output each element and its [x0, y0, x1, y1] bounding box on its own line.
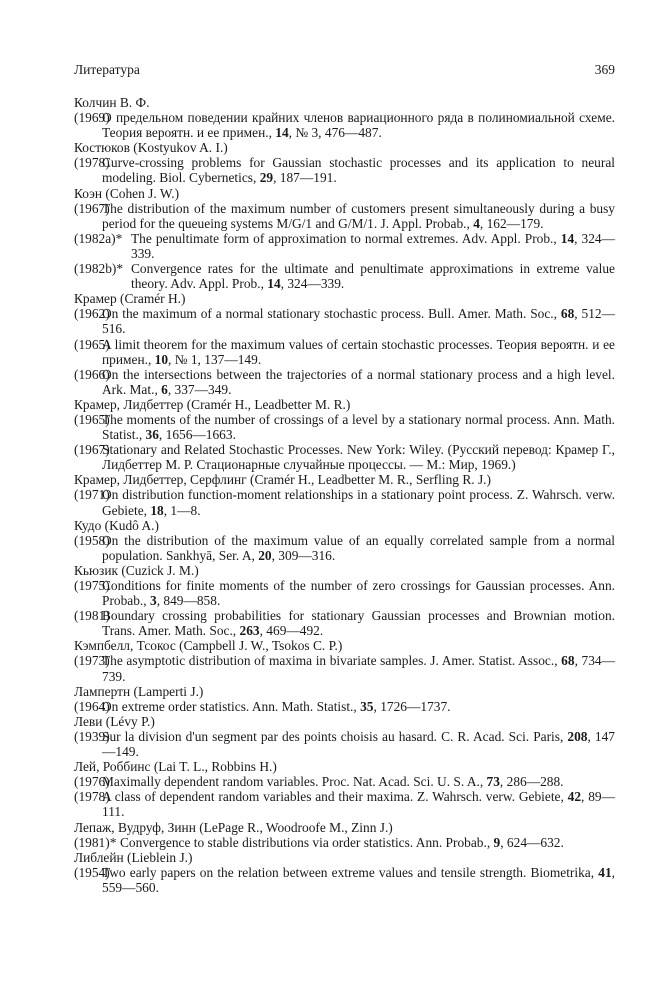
reference-author: Леви (Lévy P.) — [74, 713, 155, 729]
reference-pages: , 849—858. — [156, 593, 221, 609]
reference-year: (1964) — [74, 698, 110, 714]
reference-entry — [74, 487, 615, 517]
reference-text: On distribution function-moment relationships in a stationary point process. Z. Wahrsch. verw. Gebiete, — [102, 487, 615, 518]
reference-author: Лепаж, Вудруф, Зинн (LePage R., Woodroofe M., Zinn J.) — [74, 819, 393, 835]
reference-pages: , 187—191. — [273, 170, 337, 186]
reference-entry — [74, 729, 615, 759]
reference-author: Костюков (Kostyukov A. I.) — [74, 140, 228, 156]
reference-entry — [74, 789, 615, 819]
reference-entry — [74, 865, 615, 895]
reference-entry — [74, 155, 615, 185]
reference-entry — [74, 699, 615, 714]
reference-year: (1982a)* — [74, 230, 123, 246]
reference-pages: , 512—516. — [102, 306, 616, 337]
reference-author: Крамер (Cramér H.) — [74, 291, 186, 307]
reference-pages: , 734—739. — [102, 653, 616, 684]
reference-year: (1971) — [74, 487, 110, 503]
reference-pages: , 337—349. — [167, 381, 232, 397]
reference-text: The moments of the number of crossings of a level by a stationary normal process. Ann. Math. Statist., — [102, 411, 615, 443]
reference-pages: , 162—179. — [479, 215, 544, 231]
reference-entry — [74, 412, 615, 442]
reference-entry — [74, 608, 615, 638]
reference-author: Крамер, Лидбеттер (Cramér H., Leadbetter M. R.) — [74, 396, 351, 412]
reference-volume: 29 — [259, 170, 274, 186]
reference-text: The distribution of the maximum number of customers present simultaneously during a busy period for the queueing systems M/G/1 and G/M/1. J. Appl. Probab., — [102, 200, 615, 231]
reference-volume: 3 — [149, 593, 157, 609]
reference-entry — [74, 835, 615, 850]
reference-year: (1981)* — [74, 834, 117, 850]
reference-pages: , 147—149. — [102, 728, 615, 760]
reference-pages: , № 1, 137—149. — [168, 351, 262, 367]
reference-pages: , 1656—1663. — [158, 427, 236, 443]
reference-text: Sur la division d'un segment par des points choisis au hasard. C. R. Acad. Sci. Paris, — [102, 728, 568, 744]
reference-text: On the maximum of a normal stationary stochastic process. Bull. Amer. Math. Soc., — [102, 306, 561, 322]
reference-volume: 73 — [486, 774, 500, 790]
reference-text: A limit theorem for the maximum values of certain stochastic processes. Теория вероятн. и ее примен., — [102, 336, 615, 367]
reference-volume: 36 — [145, 427, 159, 443]
reference-volume: 18 — [150, 502, 164, 518]
running-title: Литература — [74, 62, 140, 77]
reference-volume: 10 — [154, 351, 169, 367]
reference-volume: 35 — [360, 698, 374, 714]
reference-volume: 68 — [561, 653, 575, 669]
reference-year: (1967) — [74, 442, 110, 458]
reference-text: О предельном поведении крайних членов вариационного ряда в полиномиальной схеме. Теория вероятн. и ее примен., — [102, 110, 615, 141]
reference-pages: , 1726—1737. — [373, 698, 451, 714]
reference-author: Коэн (Cohen J. W.) — [74, 185, 180, 201]
reference-text: The asymptotic distribution of maxima in bivariate samples. J. Amer. Statist. Assoc., — [102, 653, 562, 669]
reference-volume: 208 — [567, 728, 588, 744]
reference-pages: , 286—288. — [499, 774, 564, 790]
reference-volume: 14 — [275, 125, 289, 141]
reference-year: (1975) — [74, 578, 110, 593]
reference-author: Лей, Роббинс (Lai T. L., Robbins H.) — [74, 759, 277, 775]
reference-pages: , 624—632. — [500, 834, 564, 850]
reference-year: (1981) — [74, 608, 110, 624]
reference-text: Conditions for finite moments of the number of zero crossings for Gaussian processes. Ann. Probab., — [102, 578, 615, 609]
reference-pages: , № 3, 476—487. — [288, 125, 382, 141]
reference-year: (1978) — [74, 155, 110, 171]
reference-year: (1958) — [74, 532, 110, 548]
reference-entry — [74, 533, 615, 563]
reference-volume: 42 — [567, 789, 582, 805]
reference-text: Stationary and Related Stochastic Processes. New York: Wiley. (Русский перевод: Крамер Г., Лидбеттер М. Р. Стационарные случайные процессы. — М.: Мир, 1969.) — [102, 442, 615, 473]
page-number: 369 — [594, 62, 615, 77]
reference-entry — [74, 306, 615, 336]
reference-volume: 20 — [258, 547, 272, 563]
reference-volume: 6 — [161, 381, 168, 397]
reference-text: Maximally dependent random variables. Proc. Nat. Acad. Sci. U. S. A., — [102, 774, 487, 790]
reference-year: (1969) — [74, 110, 110, 126]
reference-author: Кудо (Kudô A.) — [74, 517, 159, 533]
reference-text: A class of dependent random variables and their maxima. Z. Wahrsch. verw. Gebiete, — [102, 789, 568, 805]
reference-text: Boundary crossing probabilities for stationary Gaussian processes and Brownian motion. Trans. Amer. Math. Soc., — [102, 608, 615, 639]
reference-text: The penultimate form of approximation to normal extremes. Adv. Appl. Prob., — [131, 230, 561, 246]
reference-author: Кэмпбелл, Тсокос (Campbell J. W., Tsokos C. P.) — [74, 638, 343, 654]
reference-text: Convergence to stable distributions via order statistics. Ann. Probab., — [120, 834, 494, 850]
reference-author: Лампертн (Lamperti J.) — [74, 683, 204, 699]
reference-pages: , 309—316. — [271, 547, 336, 563]
reference-author: Колчин В. Ф. — [74, 95, 150, 110]
reference-volume: 41 — [598, 864, 612, 880]
reference-entry — [74, 337, 615, 367]
reference-pages: , 469—492. — [259, 623, 324, 639]
reference-pages: , 559—560. — [102, 864, 615, 895]
reference-year: (1966) — [74, 366, 110, 382]
reference-year: (1978) — [74, 789, 110, 805]
reference-entry — [74, 653, 615, 683]
reference-pages: , 324—339. — [280, 276, 345, 292]
reference-entry — [74, 201, 615, 231]
reference-entry — [74, 261, 615, 291]
reference-year: (1976) — [74, 774, 110, 790]
reference-entry — [74, 442, 615, 472]
reference-entry — [74, 110, 615, 140]
reference-year: (1982b)* — [74, 261, 124, 277]
reference-author: Кьюзик (Cuzick J. M.) — [74, 562, 199, 578]
reference-text: On the intersections between the trajectories of a normal stationary process and a high level. Ark. Mat., — [102, 366, 615, 397]
reference-list — [74, 95, 615, 895]
reference-text: Convergence rates for the ultimate and penultimate approximations in extreme value theory. Adv. Appl. Prob., — [131, 261, 615, 292]
reference-text: On the distribution of the maximum value of an equally correlated sample from a normal population. Sankhyā, Ser. A, — [102, 532, 615, 563]
reference-text: Curve-crossing problems for Gaussian stochastic processes and its application to neural modeling. Biol. Cybernetics, — [102, 155, 615, 186]
reference-year: (1965) — [74, 411, 110, 427]
reference-entry — [74, 774, 615, 789]
reference-year: (1973) — [74, 653, 110, 669]
reference-volume: 263 — [239, 623, 260, 639]
reference-volume: 4 — [473, 215, 480, 231]
reference-year: (1967) — [74, 200, 110, 216]
reference-text: On extreme order statistics. Ann. Math. Statist., — [102, 698, 361, 714]
reference-pages: , 89—111. — [102, 789, 615, 820]
reference-volume: 14 — [267, 276, 281, 292]
reference-pages: , 1—8. — [163, 502, 201, 518]
reference-year: (1962) — [74, 306, 110, 322]
reference-volume: 14 — [560, 230, 575, 246]
reference-year: (1939) — [74, 728, 110, 744]
reference-entry — [74, 231, 615, 261]
reference-year: (1954) — [74, 864, 110, 880]
reference-pages: , 324—339. — [131, 230, 616, 261]
reference-author: Либлейн (Lieblein J.) — [74, 849, 193, 865]
reference-entry — [74, 367, 615, 397]
reference-author: Крамер, Лидбеттер, Серфлинг (Cramér H., Leadbetter M. R., Serfling R. J.) — [74, 472, 491, 488]
reference-year: (1965) — [74, 336, 110, 352]
reference-text: Two early papers on the relation between extreme values and tensile strength. Biometrika, — [102, 864, 599, 880]
page-header — [74, 62, 615, 82]
reference-volume: 9 — [493, 834, 501, 850]
reference-entry — [74, 578, 615, 608]
reference-volume: 68 — [560, 306, 575, 322]
